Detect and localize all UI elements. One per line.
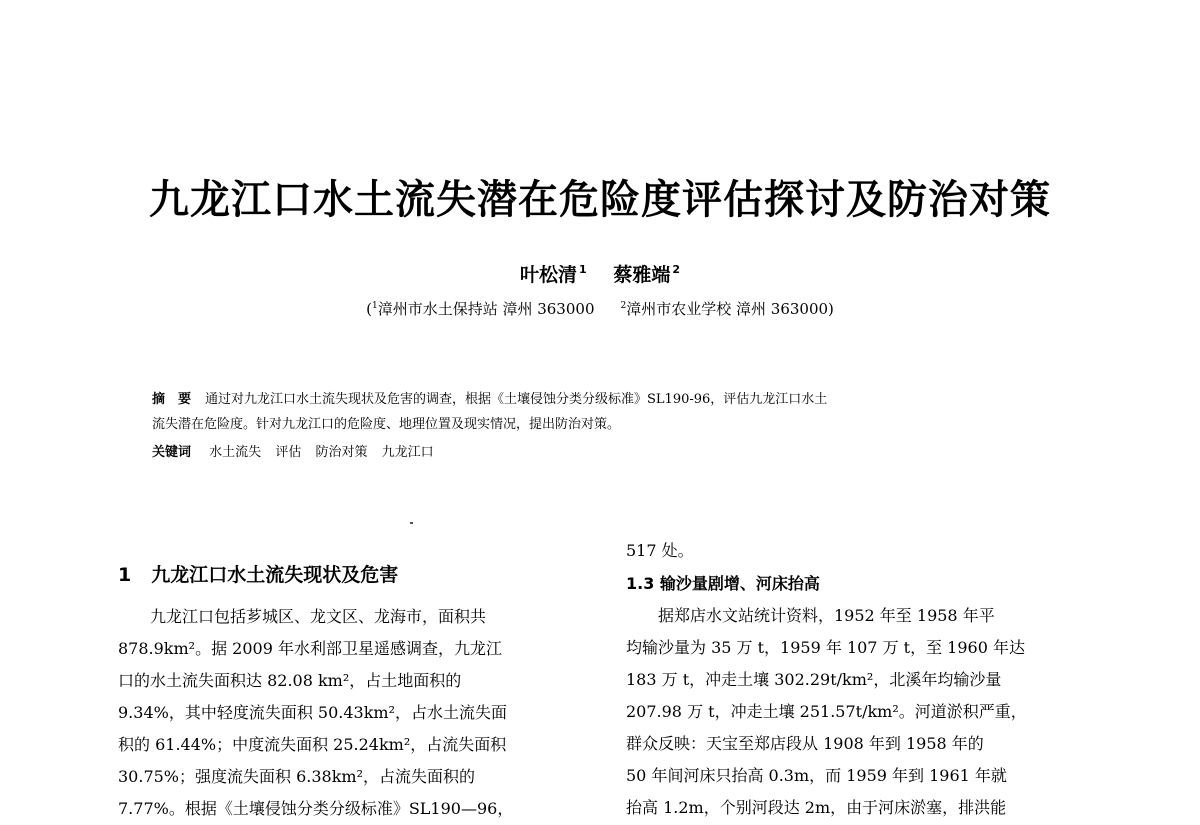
body-line: 9.34%，其中轻度流失面积 50.43km²，占水土流失面 xyxy=(118,703,508,722)
affil-1: 漳州市水土保持站 漳州 363000 xyxy=(377,300,595,318)
body-line: 7.77%。根据《土壤侵蚀分类分级标准》SL190—96， xyxy=(118,799,514,818)
body-line: 抬高 1.2m，个别河段达 2m，由于河床淤塞，排洪能 xyxy=(626,798,1007,817)
body-line: 183 万 t，冲走土壤 302.29t/km²，北溪年均输沙量 xyxy=(626,670,1002,689)
subsection-1-3-heading: 1.3 输沙量剧增、河床抬高 xyxy=(626,574,820,593)
affil-1-sup: 1 xyxy=(371,301,378,311)
section-1-heading xyxy=(118,560,581,587)
body-line: 均输沙量为 35 万 t，1959 年 107 万 t，至 1960 年达 xyxy=(626,638,1025,657)
body-line: 30.75%；强度流失面积 6.38km²，占流失面积的 xyxy=(118,767,476,786)
left-column xyxy=(118,553,581,825)
affil-2-sup: 2 xyxy=(620,301,627,311)
body-line: 群众反映：天宝至郑店段从 1908 年到 1958 年的 xyxy=(626,734,984,753)
author-list xyxy=(0,260,1200,287)
body-line: 积的 61.44%；中度流失面积 25.24km²，占流失面积 xyxy=(118,735,507,754)
keywords xyxy=(152,441,444,460)
section-1-title: 九龙江口水土流失现状及危害 xyxy=(151,564,399,586)
affil-2: 漳州市农业学校 漳州 363000 xyxy=(626,300,829,318)
author-1-sup: 1 xyxy=(579,263,587,276)
abstract-text-2: 流失潜在危险度。针对九龙江口的危险度、地理位置及现实情况，提出防治对策。 xyxy=(152,417,621,432)
stray-mark xyxy=(410,522,413,524)
keyword-item: 水土流失 xyxy=(209,445,262,460)
keywords-label: 关键词 xyxy=(152,445,192,460)
body-line: 九龙江口包括芗城区、龙文区、龙海市，面积共 xyxy=(150,607,487,626)
paper-title: 九龙江口水土流失潜在危险度评估探讨及防治对策 xyxy=(149,176,1051,223)
body-line: 878.9km²。据 2009 年水利部卫星遥感调查，九龙江 xyxy=(118,639,502,658)
body-line: 口的水土流失面积达 82.08 km²，占土地面积的 xyxy=(118,671,462,690)
affil-close: ) xyxy=(828,300,834,318)
keyword-item: 九龙江口 xyxy=(381,445,434,460)
section-1-number: 1 xyxy=(118,564,132,586)
keyword-item: 防治对策 xyxy=(315,445,368,460)
author-1 xyxy=(520,264,587,286)
keyword-item: 评估 xyxy=(275,445,302,460)
abstract-text-1: 通过对九龙江口水土流失现状及危害的调查，根据《土壤侵蚀分类分级标准》SL190-96，评估九龙江口水土 xyxy=(205,392,828,407)
author-2 xyxy=(613,264,680,286)
abstract xyxy=(152,387,1057,437)
right-column xyxy=(626,535,1100,824)
body-line: 207.98 万 t，冲走土壤 251.57t/km²。河道淤积严重， xyxy=(626,702,1027,721)
affil-open: ( xyxy=(366,300,372,318)
carry-over-line: 517 处。 xyxy=(626,541,694,560)
author-2-name: 蔡雅端 xyxy=(613,264,671,286)
abstract-label: 摘 要 xyxy=(152,392,192,407)
author-2-sup: 2 xyxy=(672,263,680,276)
author-1-name: 叶松清 xyxy=(520,264,578,286)
abstract-line-1 xyxy=(152,387,1057,412)
affiliations xyxy=(0,298,1200,319)
body-line: 50 年间河床只抬高 0.3m，而 1959 年到 1961 年就 xyxy=(626,766,1007,785)
body-line: 据郑店水文站统计资料，1952 年至 1958 年平 xyxy=(658,606,995,625)
